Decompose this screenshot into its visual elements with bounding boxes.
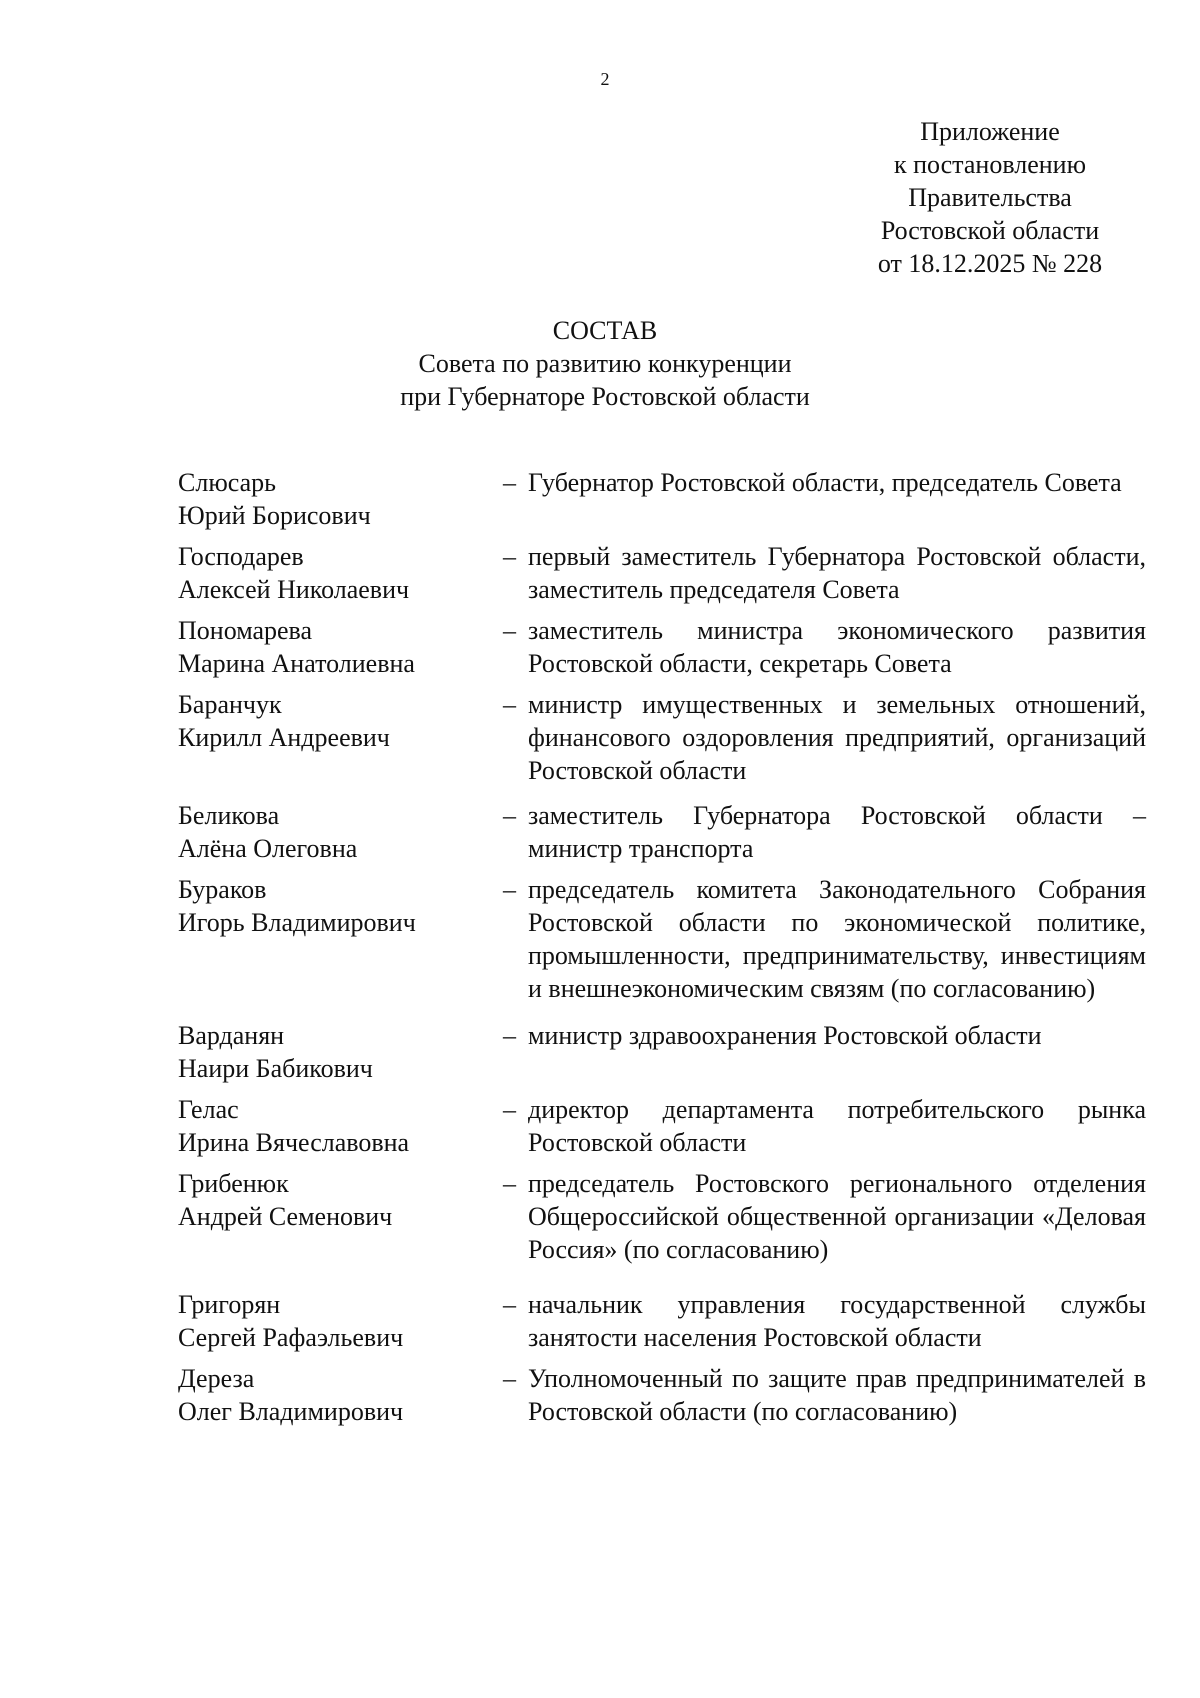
dash-separator: – xyxy=(503,801,516,830)
member-name xyxy=(178,1362,493,1428)
member-name xyxy=(178,1288,493,1354)
member-name xyxy=(178,799,493,865)
member-surname: Пономарева xyxy=(178,616,313,645)
member-position: заместитель министра экономического развития Ростовской области, секретарь Совета xyxy=(528,616,1146,678)
appendix-line: Приложение xyxy=(920,117,1060,146)
member-surname: Варданян xyxy=(178,1021,285,1050)
member-row xyxy=(178,1362,1146,1428)
member-name xyxy=(178,1019,493,1085)
dash-separator: – xyxy=(503,875,516,904)
member-given-names: Алёна Олеговна xyxy=(178,834,358,863)
member-position: первый заместитель Губернатора Ростовской области, заместитель председателя Совета xyxy=(528,542,1146,604)
appendix-line: от 18.12.2025 № 228 xyxy=(877,249,1103,278)
member-surname: Дереза xyxy=(178,1364,255,1393)
member-position: председатель комитета Законодательного Собрания Ростовской области по экономической политике, промышленности, предпринимательству, инвестициям и внешнеэкономическим связям (по согласованию) xyxy=(528,875,1146,1003)
member-row xyxy=(178,1167,1146,1266)
dash-separator: – xyxy=(503,542,516,571)
member-given-names: Игорь Владимирович xyxy=(178,908,416,937)
member-name xyxy=(178,1167,493,1233)
member-row xyxy=(178,466,1146,532)
member-position: министр имущественных и земельных отношений, финансового оздоровления предприятий, организаций Ростовской области xyxy=(528,690,1146,785)
member-surname: Григорян xyxy=(178,1290,281,1319)
dash-separator: – xyxy=(503,1169,516,1198)
member-position: начальник управления государственной службы занятости населения Ростовской области xyxy=(528,1290,1146,1352)
member-surname: Грибенюк xyxy=(178,1169,289,1198)
member-name xyxy=(178,688,493,754)
member-given-names: Андрей Семенович xyxy=(178,1202,393,1231)
member-given-names: Алексей Николаевич xyxy=(178,575,410,604)
dash-separator: – xyxy=(503,1290,516,1319)
appendix-line: Ростовской области xyxy=(880,216,1100,245)
member-name xyxy=(178,614,493,680)
member-name xyxy=(178,540,493,606)
member-surname: Баранчук xyxy=(178,690,282,719)
member-row xyxy=(178,540,1146,606)
member-given-names: Олег Владимирович xyxy=(178,1397,404,1426)
member-surname: Беликова xyxy=(178,801,280,830)
page-number: 2 xyxy=(600,69,610,89)
member-row xyxy=(178,873,1146,1005)
member-row xyxy=(178,614,1146,680)
member-given-names: Ирина Вячеславовна xyxy=(178,1128,410,1157)
member-name xyxy=(178,466,493,532)
member-position: Уполномоченный по защите прав предпринимателей в Ростовской области (по согласованию) xyxy=(528,1364,1146,1426)
member-row xyxy=(178,688,1146,787)
member-name xyxy=(178,873,493,939)
member-given-names: Марина Анатолиевна xyxy=(178,649,415,678)
member-given-names: Кирилл Андреевич xyxy=(178,723,390,752)
member-position: Губернатор Ростовской области, председатель Совета xyxy=(528,468,1122,497)
title-heading: СОСТАВ xyxy=(552,316,658,345)
member-position: председатель Ростовского регионального отделения Общероссийской общественной организации «Деловая Россия» (по согласованию) xyxy=(528,1169,1146,1264)
member-given-names: Наири Бабикович xyxy=(178,1054,373,1083)
dash-separator: – xyxy=(503,690,516,719)
member-row xyxy=(178,799,1146,865)
member-surname: Бураков xyxy=(178,875,267,904)
title-line: при Губернаторе Ростовской области xyxy=(400,382,810,411)
title-line: Совета по развитию конкуренции xyxy=(418,349,792,378)
member-row xyxy=(178,1093,1146,1159)
dash-separator: – xyxy=(503,616,516,645)
dash-separator: – xyxy=(503,1021,516,1050)
member-surname: Гелас xyxy=(178,1095,239,1124)
member-position: директор департамента потребительского рынка Ростовской области xyxy=(528,1095,1146,1157)
member-surname: Слюсарь xyxy=(178,468,276,497)
appendix-line: к постановлению xyxy=(893,150,1087,179)
member-position: министр здравоохранения Ростовской области xyxy=(528,1021,1042,1050)
member-row xyxy=(178,1288,1146,1354)
dash-separator: – xyxy=(503,1095,516,1124)
member-surname: Господарев xyxy=(178,542,304,571)
appendix-line: Правительства xyxy=(908,183,1072,212)
appendix-block xyxy=(840,115,1140,280)
member-name xyxy=(178,1093,493,1159)
document-title xyxy=(0,314,1200,413)
members-list xyxy=(178,466,1146,1428)
member-given-names: Сергей Рафаэльевич xyxy=(178,1323,404,1352)
dash-separator: – xyxy=(503,468,516,497)
member-row xyxy=(178,1019,1146,1085)
dash-separator: – xyxy=(503,1364,516,1393)
member-given-names: Юрий Борисович xyxy=(178,501,371,530)
member-position: заместитель Губернатора Ростовской области – министр транспорта xyxy=(528,801,1146,863)
